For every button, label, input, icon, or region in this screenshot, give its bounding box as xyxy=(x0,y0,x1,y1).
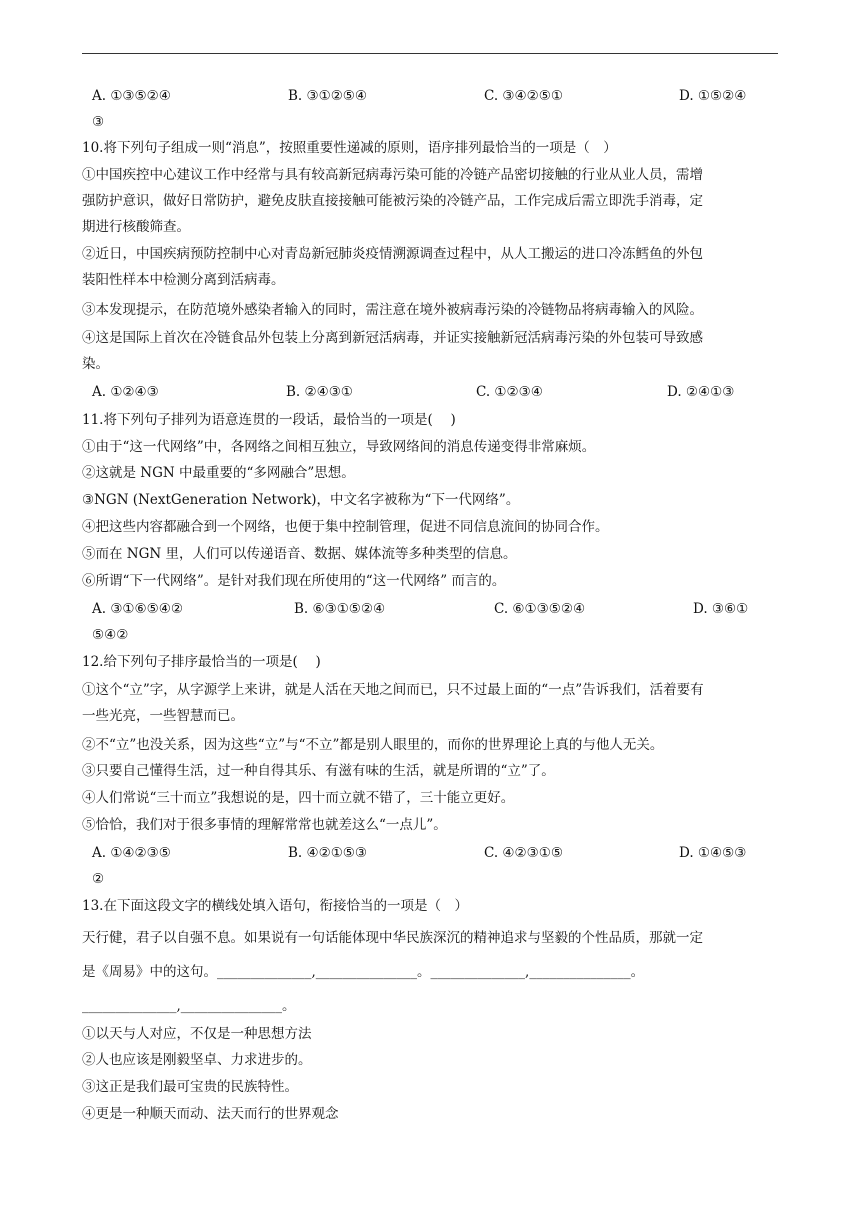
q11-option-b: B. ⑥③①⑤②④ xyxy=(294,601,386,617)
q11-option-d-wrap: ⑤④② xyxy=(92,627,129,643)
q11-option-a: A. ③①⑥⑤④② xyxy=(92,601,183,617)
q11-line: ⑤而在 NGN 里，人们可以传递语音、数据、媒体流等多种类型的信息。 xyxy=(82,546,517,562)
q10-line: ④这是国际上首次在冷链食品外包装上分离到新冠活病毒，并证实接触新冠活病毒污染的外包装可导致感 xyxy=(82,330,703,346)
q11-line: ②这就是 NGN 中最重要的“多网融合”思想。 xyxy=(82,465,355,481)
q12-option-d: D. ①④⑤③ xyxy=(679,845,747,861)
q10-line: ①中国疾控中心建议工作中经常与具有较高新冠病毒污染可能的冷链产品密切接触的行业从业人员，需增 xyxy=(82,167,703,183)
q13-sentence: ③这正是我们最可宝贵的民族特性。 xyxy=(82,1079,298,1095)
q12-line: ⑤恰恰，我们对于很多事情的理解常常也就差这么“一点儿”。 xyxy=(82,817,447,833)
q12-line: ①这个“立”字，从字源学上来讲，就是人活在天地之间而已，只不过最上面的“一点”告诉我们，活着要有 xyxy=(82,682,704,698)
q12-option-c: C. ④②③①⑤ xyxy=(484,845,563,861)
q12-option-a: A. ①④②③⑤ xyxy=(92,845,171,861)
q10-line: 强防护意识，做好日常防护，避免皮肤直接接触可能被污染的冷链产品，工作完成后需立即洗手消毒，定 xyxy=(82,193,703,209)
q10-option-a: A. ①②④③ xyxy=(92,384,159,400)
q10-option-c: C. ①②③④ xyxy=(476,384,543,400)
q13-blank-line: ______________,_______________。 xyxy=(82,998,296,1014)
q11-line: ③NGN (NextGeneration Network)，中文名字被称为“下一代网络”。 xyxy=(82,492,520,508)
q10-stem: 10.将下列句子组成一则“消息”，按照重要性递减的原则，语序排列最恰当的一项是（ ） xyxy=(82,140,617,156)
q10-line: 装阳性样本中检测分离到活病毒。 xyxy=(82,272,285,288)
q13-passage-line: 天行健，君子以自强不息。如果说有一句话能体现中华民族深沉的精神追求与坚毅的个性品质，那就一定 xyxy=(82,930,703,946)
q12-stem: 12.给下列句子排序最恰当的一项是( ) xyxy=(82,654,321,670)
q13-stem: 13.在下面这段文字的横线处填入语句，衔接恰当的一项是（ ） xyxy=(82,898,468,914)
q10-option-b: B. ②④③① xyxy=(286,384,353,400)
q10-line: 期进行核酸筛查。 xyxy=(82,219,190,235)
q9-option-c: C. ③④②⑤① xyxy=(484,88,563,104)
q13-passage-line: 是《周易》中的这句。______________,_______________。______________,_______________。 xyxy=(82,964,645,980)
q11-stem: 11.将下列句子排列为语意连贯的一段话，最恰当的一项是( ) xyxy=(82,412,456,428)
q12-line: ③只要自己懂得生活，过一种自得其乐、有滋有味的生活，就是所谓的“立”了。 xyxy=(82,763,555,779)
q12-line: 一些光亮，一些智慧而已。 xyxy=(82,708,244,724)
header-rule xyxy=(82,53,778,54)
q12-option-b: B. ④②①⑤③ xyxy=(288,845,368,861)
q11-line: ④把这些内容都融合到一个网络，也便于集中控制管理，促进不同信息流间的协同合作。 xyxy=(82,519,609,535)
q10-line: ③本发现提示，在防范境外感染者输入的同时，需注意在境外被病毒污染的冷链物品将病毒输入的风险。 xyxy=(82,302,703,318)
q12-line: ④人们常说“三十而立”我想说的是，四十而立就不错了，三十能立更好。 xyxy=(82,790,515,806)
q13-sentence: ④更是一种顺天而动、法天而行的世界观念 xyxy=(82,1106,339,1122)
q13-sentence: ①以天与人对应，不仅是一种思想方法 xyxy=(82,1026,312,1042)
q13-sentence: ②人也应该是刚毅坚卓、力求进步的。 xyxy=(82,1052,312,1068)
q11-option-c: C. ⑥①③⑤②④ xyxy=(494,601,586,617)
q9-option-a: A. ①③⑤②④ xyxy=(92,88,171,104)
q10-option-d: D. ②④①③ xyxy=(667,384,735,400)
q9-option-d: D. ①⑤②④ xyxy=(679,88,747,104)
q10-line: 染。 xyxy=(82,356,109,372)
q11-line: ①由于“这一代网络”中，各网络之间相互独立，导致网络间的消息传递变得非常麻烦。 xyxy=(82,439,596,455)
q11-line: ⑥所谓“下一代网络”。是针对我们现在所使用的“这一代网络” 而言的。 xyxy=(82,573,506,589)
q11-option-d: D. ③⑥① xyxy=(693,601,749,617)
q9-option-b: B. ③①②⑤④ xyxy=(288,88,368,104)
q9-option-d-wrap: ③ xyxy=(92,114,105,130)
q12-option-d-wrap: ② xyxy=(92,871,105,887)
q12-line: ②不“立”也没关系，因为这些“立”与“不立”都是别人眼里的，而你的世界理论上真的与他人无关。 xyxy=(82,737,664,753)
q10-line: ②近日，中国疾病预防控制中心对青岛新冠肺炎疫情溯源调查过程中，从人工搬运的进口冷冻鳕鱼的外包 xyxy=(82,246,703,262)
